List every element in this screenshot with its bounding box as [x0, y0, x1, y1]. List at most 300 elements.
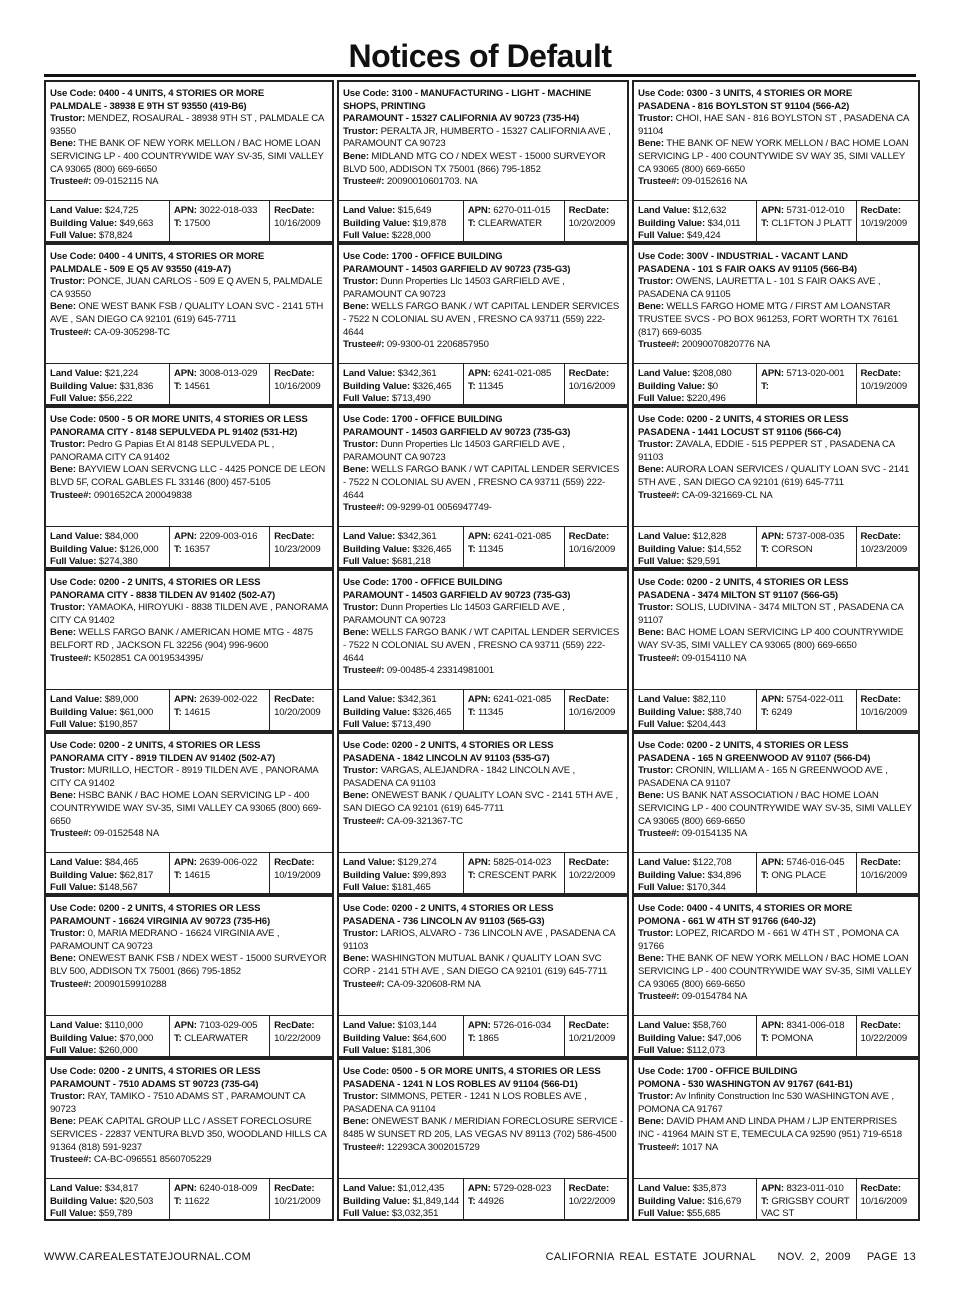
listings-grid: [44, 80, 920, 1221]
apn-value: 5746-016-045: [786, 857, 845, 868]
trustee-value: CA-09-320608-RM NA: [386, 978, 481, 990]
trustor-value: Dunn Properties Llc 14503 GARFIELD AVE , PARAMOUNT CA 90723: [343, 276, 565, 300]
building-value-line: [343, 870, 463, 883]
value-table: [339, 1178, 627, 1219]
tract-line: [468, 544, 564, 557]
trustor-line: [50, 602, 328, 627]
tract-value: 14615: [184, 706, 211, 718]
tract-value: 14561: [184, 380, 211, 392]
apn-value: 5726-016-034: [493, 1020, 552, 1031]
value-table: [339, 852, 627, 893]
bene-value-label: Bene:: [638, 464, 664, 476]
values-cell: [339, 853, 463, 893]
trustee-value-label: Trustee#:: [343, 815, 385, 827]
listing-card: [337, 732, 629, 895]
apn-value: 8323-011-010: [786, 1183, 844, 1194]
full-value-line: [638, 719, 756, 730]
building-value-label: Building Value:: [638, 1032, 706, 1044]
recdate-cell: [856, 201, 918, 241]
land-value-label: Land Value:: [638, 531, 691, 542]
apn-value-label: APN:: [173, 1020, 197, 1031]
value-table: [46, 526, 332, 567]
footer-page: PAGE 13: [866, 1251, 916, 1263]
tract-value-label: T:: [173, 380, 182, 392]
land-value-label: Land Value:: [50, 694, 103, 705]
listing-card: [44, 80, 334, 243]
recdate-cell: [564, 527, 627, 567]
land-value-line: [50, 694, 169, 707]
listing-card: [632, 1058, 920, 1221]
bene-value: PEAK CAPITAL GROUP LLC / ASSET FORECLOSURE SERVICES - 22837 VENTURA BLVD 350, WOODLAND HILLS CA 91364 (818) 591-9237: [50, 1116, 327, 1153]
apn-line: [468, 857, 564, 870]
full-value-label: Full Value:: [343, 230, 390, 241]
bene-value: BAC HOME LOAN SERVICING LP 400 COUNTRYWIDE WAY SV-35, SIMI VALLEY CA 93065 (800) 669-6650: [638, 627, 904, 651]
building-value-label: Building Value:: [638, 217, 706, 229]
apn-value: 6240-018-009: [199, 1183, 258, 1194]
listing-column: [44, 80, 334, 1221]
recdate-label: RecDate:: [568, 694, 610, 705]
land-value-label: Land Value:: [638, 1020, 691, 1031]
trustee-value-label: Trustee#:: [50, 326, 92, 338]
listing-description: [638, 88, 914, 189]
land-value-label: Land Value:: [50, 368, 103, 379]
recdate-value: 10/16/2009: [860, 869, 908, 881]
full-value-line: [638, 393, 756, 404]
values-cell: [46, 690, 169, 730]
apn-cell: [463, 1179, 564, 1219]
recdate-value: 10/19/2009: [860, 217, 908, 229]
bene-value: ONE WEST BANK FSB / QUALITY LOAN SVC - 2141 5TH AVE , SAN DIEGO CA 92101 (619) 645-7711: [50, 301, 324, 325]
apn-value: 5737-008-035: [786, 531, 845, 542]
building-value: $34,896: [707, 869, 742, 881]
trustor-value-label: Trustor:: [50, 113, 86, 125]
use-code: Use Code: 1700 - OFFICE BUILDING: [343, 251, 503, 262]
trustee-value: 20090159910288: [93, 978, 167, 990]
trustee-value-label: Trustee#:: [50, 652, 92, 664]
full-value-line: [50, 1208, 169, 1219]
trustor-line: [50, 113, 328, 138]
bene-value: THE BANK OF NEW YORK MELLON / BAC HOME LOAN SERVICING LP - 400 COUNTRYWIDE WAY SV-35, SIMI VALLEY CA 93065 (800) 669-6650: [638, 953, 912, 990]
full-value: $228,000: [391, 230, 431, 241]
values-cell: [634, 1179, 756, 1219]
building-value-line: [50, 1033, 169, 1046]
apn-line: [468, 1020, 564, 1033]
tract-value: GRIGSBY COURT VAC ST: [761, 1195, 850, 1219]
bene-value-label: Bene:: [638, 301, 664, 313]
bene-value-label: Bene:: [50, 464, 76, 476]
recdate-value: 10/16/2009: [568, 706, 616, 718]
bene-value-label: Bene:: [50, 953, 76, 965]
tract-line: [761, 1196, 855, 1219]
property-address: PASADENA - 1441 LOCUST ST 91106 (566-C4): [638, 426, 842, 438]
trustor-value: CHOI, HAE SAN - 816 BOYLSTON ST , PASADENA CA 91104: [638, 113, 909, 137]
building-value: $326,465: [412, 380, 452, 392]
recdate-label: RecDate:: [274, 1183, 315, 1194]
title-rule: [44, 74, 916, 77]
bene-value: THE BANK OF NEW YORK MELLON / BAC HOME LOAN SERVICING LP - 400 COUNTYWIDE SV WAY 35, SIMI VALLEY CA 93065 (800) 669-6650: [638, 138, 909, 175]
full-value-line: [638, 1045, 756, 1056]
apn-cell: [756, 201, 855, 241]
page-title: Notices of Default: [348, 38, 612, 74]
tract-value-label: T:: [467, 217, 476, 229]
full-value: $3,032,351: [391, 1208, 439, 1219]
apn-value-label: APN:: [761, 1020, 784, 1031]
bene-line: [343, 464, 623, 502]
trustee-line: [343, 816, 623, 829]
full-value: $148,567: [98, 882, 138, 893]
land-value-label: Land Value:: [50, 857, 103, 868]
value-table: [46, 200, 332, 241]
tract-value-label: T:: [173, 706, 182, 718]
recdate-value: 10/16/2009: [860, 706, 908, 718]
trustee-value-label: Trustee#:: [50, 489, 92, 501]
land-value-line: [343, 857, 463, 870]
values-cell: [634, 1016, 756, 1056]
listing-description: [343, 251, 623, 352]
tract-value-label: T:: [173, 869, 182, 881]
land-value: $34,817: [104, 1183, 139, 1194]
apn-line: [761, 368, 855, 381]
recdate-label: RecDate:: [568, 531, 610, 542]
building-value-line: [638, 707, 756, 720]
trustee-line: [343, 176, 623, 189]
full-value-line: [343, 230, 463, 241]
apn-cell: [169, 853, 269, 893]
building-value-label: Building Value:: [50, 543, 118, 555]
recdate-cell: [269, 527, 332, 567]
tract-value-label: T:: [467, 869, 476, 881]
tract-line: [761, 381, 855, 394]
tract-value-label: T:: [467, 380, 476, 392]
building-value-line: [50, 1196, 169, 1209]
apn-value: 8341-006-018: [786, 1020, 845, 1031]
tract-line: [468, 381, 564, 394]
recdate-label: RecDate:: [568, 205, 610, 216]
trustee-line: [343, 665, 623, 678]
bene-line: [343, 790, 623, 815]
trustee-line: [638, 490, 914, 503]
bene-line: [50, 953, 328, 978]
full-value: $170,344: [686, 882, 726, 893]
tract-line: [761, 544, 855, 557]
property-address: PASADENA - 736 LINCOLN AV 91103 (565-G3): [343, 915, 545, 927]
full-value: $29,591: [686, 556, 721, 567]
use-code: Use Code: 0200 - 2 UNITS, 4 STORIES OR LESS: [50, 1066, 261, 1077]
building-value-label: Building Value:: [343, 217, 411, 229]
full-value-label: Full Value:: [343, 1045, 390, 1056]
value-table: [339, 526, 627, 567]
apn-value-label: APN:: [467, 857, 491, 868]
full-value-label: Full Value:: [343, 882, 390, 893]
trustor-value: ZAVALA, EDDIE - 515 PEPPER ST , PASADENA CA 91103: [638, 439, 895, 463]
building-value-label: Building Value:: [343, 706, 411, 718]
bene-value: WELLS FARGO HOME MTG / FIRST AM LOANSTAR TRUSTEE SVCS - PO BOX 961253, FORT WORTH TX 76161 (817) 669-6035: [638, 301, 899, 338]
trustee-value: 09-0152115 NA: [93, 176, 159, 188]
trustor-value-label: Trustor:: [50, 1091, 86, 1103]
property-address: PASADENA - 3474 MILTON ST 91107 (566-G5): [638, 589, 838, 601]
land-value: $15,649: [397, 205, 432, 216]
recdate-value: 10/19/2009: [860, 380, 908, 392]
property-address: PASADENA - 1241 N LOS ROBLES AV 91104 (566-D1): [343, 1078, 578, 1090]
trustor-value-label: Trustor:: [638, 1091, 674, 1103]
bene-line: [343, 301, 623, 339]
trustee-value: K502851 CA 0019534395/: [93, 652, 204, 664]
tract-value-label: T:: [173, 543, 182, 555]
apn-cell: [756, 527, 855, 567]
apn-line: [174, 1183, 269, 1196]
recdate-cell: [856, 690, 918, 730]
trustor-line: [343, 602, 623, 627]
apn-cell: [169, 1179, 269, 1219]
full-value-line: [50, 556, 169, 567]
full-value: $181,465: [391, 882, 431, 893]
land-value-line: [343, 531, 463, 544]
values-cell: [46, 201, 169, 241]
land-value: $89,000: [104, 694, 139, 705]
full-value-line: [638, 1208, 756, 1219]
trustor-value: Av Infinity Construction Inc 530 WASHINGTON AVE , POMONA CA 91767: [638, 1091, 894, 1115]
property-address: PANORAMA CITY - 8838 TILDEN AV 91402 (502-A7): [50, 589, 275, 601]
trustee-value-label: Trustee#:: [50, 978, 92, 990]
land-value: $21,224: [104, 368, 139, 379]
listing-card: [632, 895, 920, 1058]
apn-value-label: APN:: [467, 368, 491, 379]
tract-value: CORSON: [771, 543, 813, 555]
tract-value: CLEARWATER: [184, 1032, 249, 1044]
full-value-label: Full Value:: [638, 882, 685, 893]
full-value: $181,306: [391, 1045, 431, 1056]
recdate-label: RecDate:: [860, 205, 901, 216]
recdate-label: RecDate:: [860, 1183, 901, 1194]
recdate-value: 10/22/2009: [568, 1195, 616, 1207]
full-value: $713,490: [391, 719, 431, 730]
tract-value-label: T:: [761, 543, 769, 555]
recdate-label: RecDate:: [860, 857, 901, 868]
value-table: [339, 689, 627, 730]
listing-description: [343, 88, 623, 189]
bene-value-label: Bene:: [638, 627, 664, 639]
values-cell: [46, 527, 169, 567]
building-value: $99,893: [412, 869, 447, 881]
bene-line: [50, 790, 328, 828]
listing-card: [337, 1058, 629, 1221]
recdate-label: RecDate:: [274, 368, 315, 379]
trustor-value-label: Trustor:: [50, 928, 86, 940]
values-cell: [634, 364, 756, 404]
property-address: PALMDALE - 509 E Q5 AV 93550 (419-A7): [50, 263, 231, 275]
listing-description: [638, 740, 914, 841]
bene-value: WELLS FARGO BANK / AMERICAN HOME MTG - 4875 BELFORT RD , JACKSON FL 32256 (904) 996-9600: [50, 627, 313, 651]
building-value-label: Building Value:: [343, 1032, 411, 1044]
building-value-line: [638, 381, 756, 394]
trustee-line: [50, 490, 328, 503]
use-code: Use Code: 0400 - 4 UNITS, 4 STORIES OR MORE: [50, 88, 265, 99]
apn-value: 7103-029-005: [199, 1020, 258, 1031]
land-value: $82,110: [692, 694, 726, 705]
tract-value: ONG PLACE: [771, 869, 826, 881]
land-value: $103,144: [397, 1020, 437, 1031]
building-value: $126,000: [119, 543, 159, 555]
listing-description: [50, 903, 328, 991]
use-code: Use Code: 0200 - 2 UNITS, 4 STORIES OR LESS: [50, 577, 261, 588]
value-table: [634, 200, 918, 241]
trustor-value-label: Trustor:: [50, 439, 86, 451]
recdate-value: 10/23/2009: [860, 543, 908, 555]
tract-value: 44926: [478, 1195, 504, 1207]
building-value-label: Building Value:: [343, 1195, 411, 1207]
property-address: PARAMOUNT - 14503 GARFIELD AV 90723 (735-G3): [343, 426, 571, 438]
trustee-value-label: Trustee#:: [50, 828, 92, 840]
bene-line: [638, 953, 914, 991]
apn-value: 6241-021-085: [493, 368, 552, 379]
recdate-value: 10/22/2009: [274, 1032, 321, 1044]
apn-cell: [169, 364, 269, 404]
land-value-label: Land Value:: [638, 694, 691, 705]
apn-cell: [756, 853, 855, 893]
bene-line: [343, 627, 623, 665]
bene-value-label: Bene:: [343, 790, 369, 802]
trustee-line: [50, 828, 328, 841]
land-value: $58,760: [692, 1020, 727, 1031]
listing-description: [638, 251, 914, 352]
trustor-value-label: Trustor:: [638, 602, 674, 614]
tract-value-label: T:: [173, 1032, 182, 1044]
land-value-line: [343, 205, 463, 218]
land-value: $12,632: [692, 205, 727, 216]
building-value-label: Building Value:: [50, 1032, 118, 1044]
full-value-label: Full Value:: [638, 393, 685, 404]
apn-value: 5825-014-023: [493, 857, 552, 868]
trustee-value: 12293CA 3002015729: [386, 1141, 480, 1153]
land-value-label: Land Value:: [50, 205, 103, 216]
building-value: $20,503: [119, 1195, 154, 1207]
tract-line: [468, 218, 564, 231]
listing-card: [44, 895, 334, 1058]
tract-value: 1865: [478, 1032, 499, 1044]
footer-date: NOV. 2, 2009: [777, 1251, 851, 1263]
apn-value-label: APN:: [761, 205, 784, 216]
bene-value-label: Bene:: [50, 138, 76, 150]
apn-value-label: APN:: [761, 694, 784, 705]
trustor-value: SIMMONS, PETER - 1241 N LOS ROBLES AVE , PASADENA CA 91104: [343, 1091, 587, 1115]
full-value-label: Full Value:: [50, 230, 97, 241]
trustee-value-label: Trustee#:: [638, 1141, 680, 1153]
trustor-line: [343, 1091, 623, 1116]
tract-value-label: T:: [173, 1195, 182, 1207]
trustor-value-label: Trustor:: [638, 439, 674, 451]
listing-card: [44, 732, 334, 895]
trustee-value: 09-0154110 NA: [681, 652, 747, 664]
property-address: PALMDALE - 38938 E 9TH ST 93550 (419-B6): [50, 100, 247, 112]
full-value: $78,824: [98, 230, 133, 241]
apn-value-label: APN:: [467, 205, 491, 216]
recdate-label: RecDate:: [568, 857, 610, 868]
recdate-label: RecDate:: [860, 694, 901, 705]
apn-line: [468, 694, 564, 707]
building-value: $19,878: [412, 217, 447, 229]
trustee-value-label: Trustee#:: [343, 978, 385, 990]
apn-line: [174, 205, 269, 218]
trustee-value: 09-9299-01 0056947749-: [386, 502, 492, 514]
land-value-line: [638, 205, 756, 218]
listing-card: [337, 243, 629, 406]
trustor-value-label: Trustor:: [343, 765, 379, 777]
full-value-line: [50, 882, 169, 893]
trustee-value-label: Trustee#:: [50, 1154, 92, 1166]
tract-value: 11345: [478, 706, 504, 718]
tract-line: [468, 707, 564, 720]
land-value-line: [50, 531, 169, 544]
apn-value: 5713-020-001: [786, 368, 845, 379]
land-value: $129,274: [397, 857, 437, 868]
trustee-value: 09-0154784 NA: [681, 991, 748, 1003]
value-table: [339, 200, 627, 241]
property-address: PANORAMA CITY - 8148 SEPULVEDA PL 91402 (531-H2): [50, 426, 298, 438]
bene-value: BAYVIEW LOAN SERVCNG LLC - 4425 PONCE DE LEON BLVD 5F, CORAL GABLES FL 33146 (800) 457-5105: [50, 464, 326, 488]
tract-value: 11345: [478, 380, 504, 392]
use-code: Use Code: 0200 - 2 UNITS, 4 STORIES OR LESS: [638, 414, 849, 425]
recdate-label: RecDate:: [568, 368, 610, 379]
apn-value: 5731-012-010: [786, 205, 845, 216]
tract-value: CL1FTON J PLATT: [771, 217, 852, 229]
trustee-value: CA-09-321367-TC: [386, 815, 463, 827]
full-value-line: [50, 1045, 169, 1056]
bene-value-label: Bene:: [50, 301, 76, 313]
trustee-line: [638, 653, 914, 666]
building-value: $70,000: [119, 1032, 154, 1044]
property-address: POMONA - 530 WASHINGTON AV 91767 (641-B1): [638, 1078, 853, 1090]
recdate-value: 10/16/2009: [274, 217, 321, 229]
recdate-cell: [564, 690, 627, 730]
land-value-line: [343, 368, 463, 381]
trustee-line: [50, 176, 328, 189]
tract-line: [468, 1196, 564, 1209]
bene-value-label: Bene:: [343, 627, 369, 639]
listing-description: [343, 740, 623, 828]
trustor-value: PERALTA JR, HUMBERTO - 15327 CALIFORNIA AVE , PARAMOUNT CA 90723: [343, 125, 611, 150]
listing-card: [632, 569, 920, 732]
apn-value: 2209-003-016: [199, 531, 258, 542]
tract-value: 11622: [184, 1195, 210, 1207]
bene-value: WELLS FARGO BANK / WT CAPITAL LENDER SERVICES - 7522 N COLONIAL SU AVEN , FRESNO CA 93711 (559) 222-4644: [343, 627, 620, 664]
trustee-value: CA-BC-096551 8560705229: [93, 1154, 212, 1166]
value-table: [339, 363, 627, 404]
bene-line: [50, 138, 328, 176]
use-code: Use Code: 0200 - 2 UNITS, 4 STORIES OR LESS: [343, 903, 554, 914]
listing-description: [638, 903, 914, 1004]
values-cell: [634, 690, 756, 730]
recdate-value: 10/19/2009: [274, 869, 321, 881]
listing-card: [632, 80, 920, 243]
building-value: $31,836: [119, 380, 154, 392]
bene-value: MIDLAND MTG CO / NDEX WEST - 15000 SURVEYOR BLVD 500, ADDISON TX 75001 (866) 795-1852: [343, 150, 606, 175]
trustor-value-label: Trustor:: [343, 125, 379, 137]
full-value-label: Full Value:: [638, 556, 685, 567]
apn-value-label: APN:: [467, 694, 491, 705]
full-value-label: Full Value:: [50, 556, 97, 567]
trustee-value-label: Trustee#:: [638, 176, 680, 188]
land-value-label: Land Value:: [50, 1020, 103, 1031]
trustor-value: Dunn Properties Llc 14503 GARFIELD AVE , PARAMOUNT CA 90723: [343, 602, 565, 626]
trustee-value: 09-0152616 NA: [681, 176, 748, 188]
land-value-label: Land Value:: [638, 205, 691, 216]
tract-value-label: T:: [467, 1032, 476, 1044]
full-value-label: Full Value:: [343, 556, 390, 567]
land-value-label: Land Value:: [343, 205, 396, 216]
listing-description: [343, 577, 623, 678]
recdate-cell: [564, 1016, 627, 1056]
use-code: Use Code: 0200 - 2 UNITS, 4 STORIES OR LESS: [50, 740, 261, 751]
